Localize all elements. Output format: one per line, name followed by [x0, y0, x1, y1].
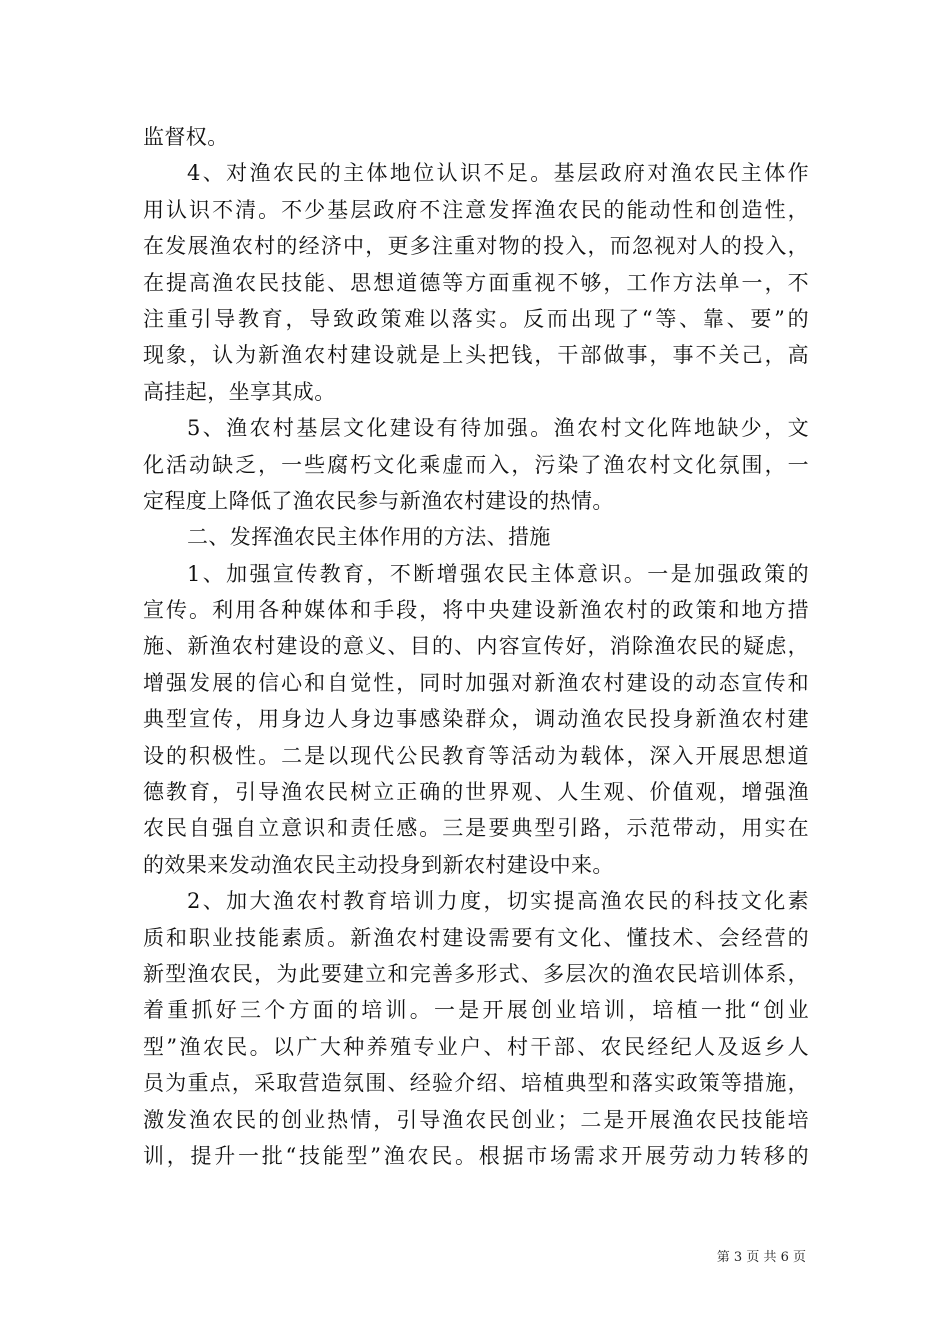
- text-line: 新型渔农民，为此要建立和完善多形式、多层次的渔农民培训体系，: [143, 961, 809, 986]
- text-line: 高挂起，坐享其成。: [143, 379, 336, 404]
- text-line: 在提高渔农民技能、思想道德等方面重视不够，工作方法单一，不: [143, 270, 809, 295]
- text-line: 激发渔农民的创业热情，引导渔农民创业；二是开展渔农民技能培: [143, 1107, 809, 1132]
- text-line: 质和职业技能素质。新渔农村建设需要有文化、懂技术、会经营的: [143, 925, 809, 950]
- text-line: 农民自强自立意识和责任感。三是要典型引路，示范带动，用实在: [143, 816, 809, 841]
- text-line: 训，提升一批“技能型”渔农民。根据市场需求开展劳动力转移的: [143, 1143, 809, 1168]
- text-line: 设的积极性。二是以现代公民教育等活动为载体，深入开展思想道: [143, 743, 809, 768]
- text-line: 1、加强宣传教育，不断增强农民主体意识。一是加强政策的: [187, 561, 809, 586]
- text-line: 现象，认为新渔农村建设就是上头把钱，干部做事，事不关己，高: [143, 343, 809, 368]
- text-line: 2、加大渔农村教育培训力度，切实提高渔农民的科技文化素: [187, 889, 809, 914]
- text-line: 型”渔农民。以广大种养殖专业户、村干部、农民经纪人及返乡人: [143, 1034, 809, 1059]
- text-line: 用认识不清。不少基层政府不注意发挥渔农民的能动性和创造性，: [143, 197, 809, 222]
- text-line: 的效果来发动渔农民主动投身到新农村建设中来。: [143, 852, 614, 877]
- text-line: 二、发挥渔农民主体作用的方法、措施: [187, 525, 551, 550]
- text-line: 定程度上降低了渔农民参与新渔农村建设的热情。: [143, 488, 614, 513]
- text-line: 4、对渔农民的主体地位认识不足。基层政府对渔农民主体作: [187, 161, 809, 186]
- page-number-footer: 第 3 页 共 6 页: [716, 1250, 806, 1265]
- document-body: [143, 119, 809, 1174]
- text-line: 在发展渔农村的经济中，更多注重对物的投入，而忽视对人的投入，: [143, 234, 809, 259]
- text-line: 德教育，引导渔农民树立正确的世界观、人生观、价值观，增强渔: [143, 780, 809, 805]
- text-line: 宣传。利用各种媒体和手段，将中央建设新渔农村的政策和地方措: [143, 598, 809, 623]
- text-line: 着重抓好三个方面的培训。一是开展创业培训，培植一批“创业: [143, 998, 809, 1023]
- text-line: 典型宣传，用身边人身边事感染群众，调动渔农民投身新渔农村建: [143, 707, 809, 732]
- text-line: 化活动缺乏，一些腐朽文化乘虚而入，污染了渔农村文化氛围，一: [143, 452, 809, 477]
- text-line: 施、新渔农村建设的意义、目的、内容宣传好，消除渔农民的疑虑，: [143, 634, 809, 659]
- text-line: 员为重点，采取营造氛围、经验介绍、培植典型和落实政策等措施，: [143, 1071, 809, 1096]
- text-line: 增强发展的信心和自觉性，同时加强对新渔农村建设的动态宣传和: [143, 670, 809, 695]
- text-line: 注重引导教育，导致政策难以落实。反而出现了“等、靠、要”的: [143, 306, 809, 331]
- text-line: 监督权。: [143, 125, 229, 149]
- text-line: 5、渔农村基层文化建设有待加强。渔农村文化阵地缺少，文: [187, 416, 809, 441]
